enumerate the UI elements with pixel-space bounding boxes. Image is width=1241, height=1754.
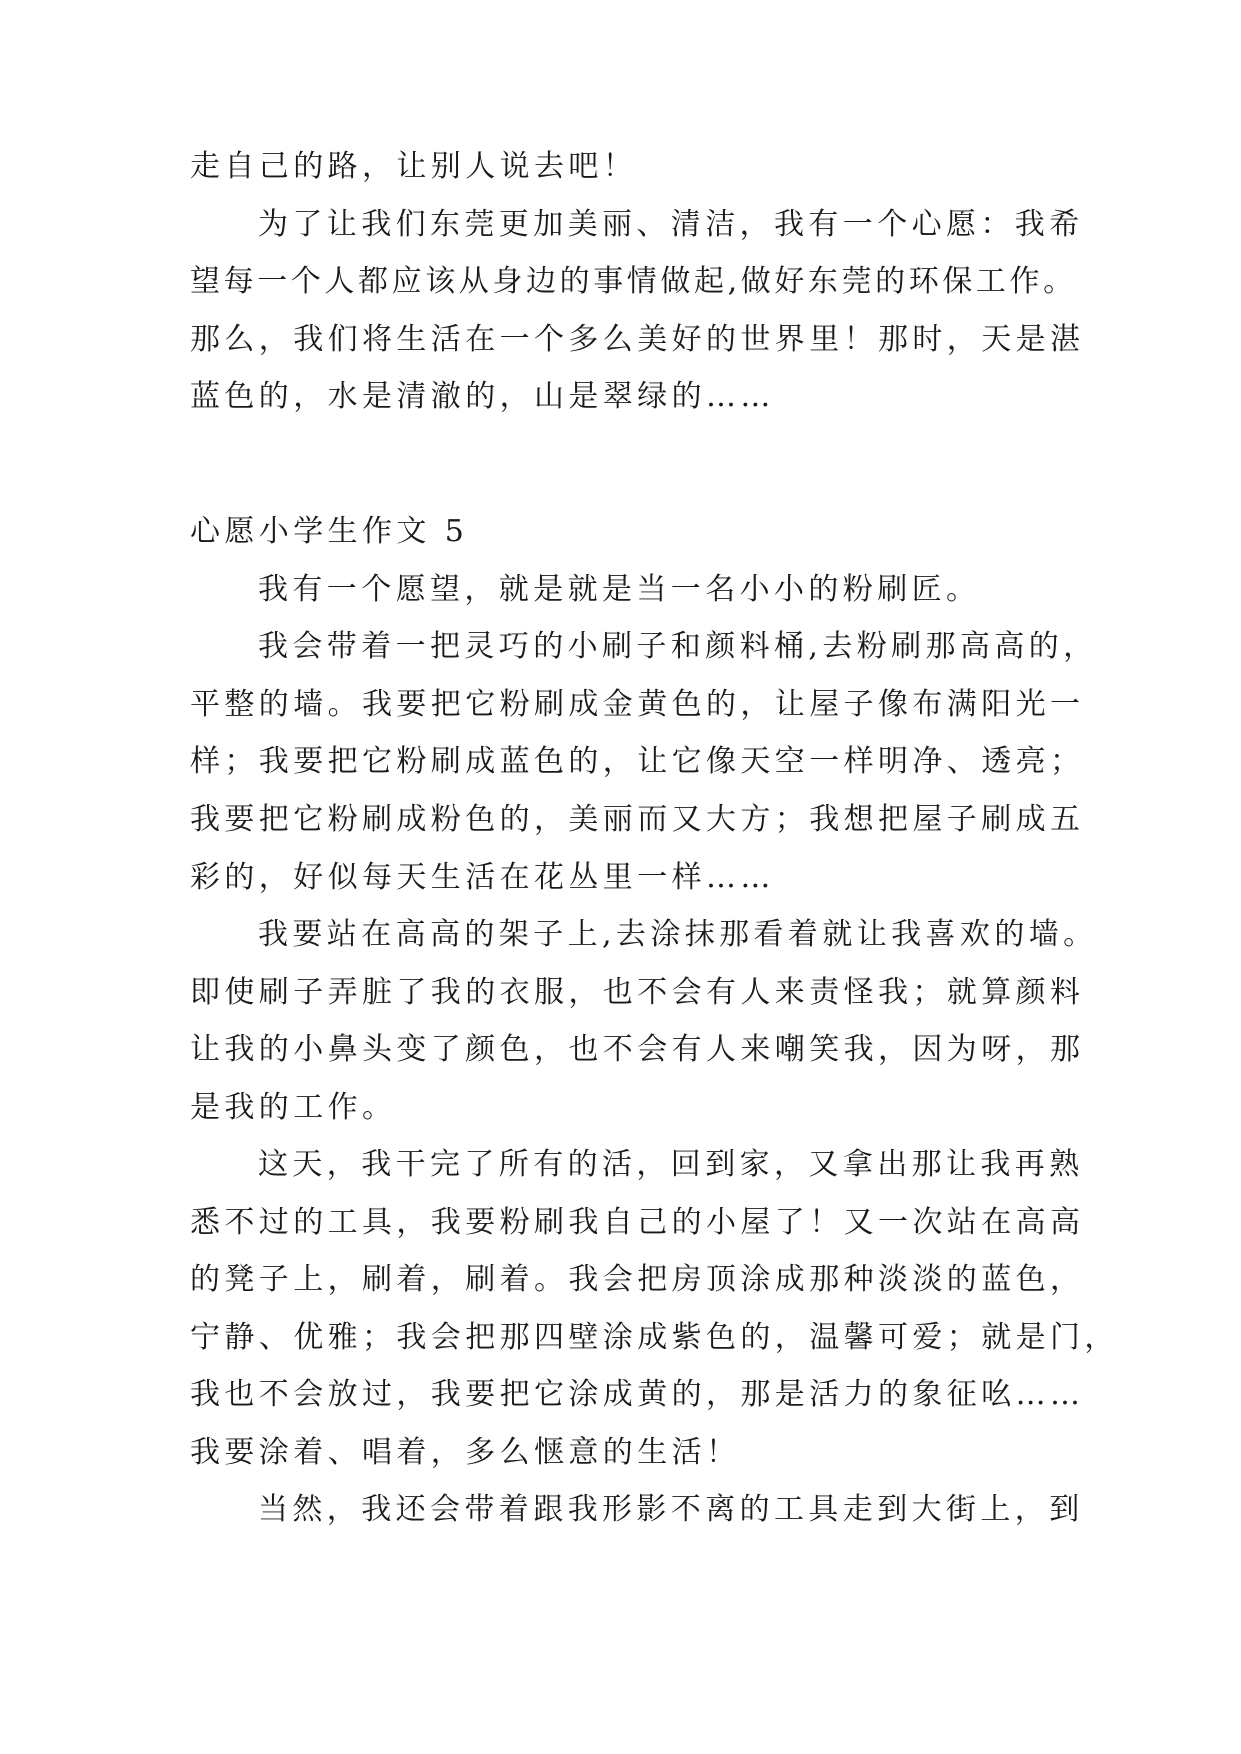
paragraph-line: 那么，我们将生活在一个多么美好的世界里！那时，天是湛 [190, 322, 1085, 357]
paragraph-line: 蓝色的，水是清澈的，山是翠绿的…… [190, 379, 775, 414]
section-heading: 心愿小学生作文 5 [190, 514, 469, 549]
paragraph-line: 宁静、优雅；我会把那四壁涂成紫色的，温馨可爱；就是门， [190, 1320, 1119, 1355]
paragraph-line: 我要站在高高的架子上,去涂抹那看着就让我喜欢的墙。 [258, 917, 1098, 952]
paragraph-line: 彩的，好似每天生活在花丛里一样…… [190, 860, 775, 895]
paragraph-line: 平整的墙。我要把它粉刷成金黄色的，让屋子像布满阳光一 [190, 687, 1085, 722]
paragraph-line: 是我的工作。 [190, 1090, 397, 1125]
paragraph-line: 我也不会放过，我要把它涂成黄的，那是活力的象征吆…… [190, 1377, 1085, 1412]
paragraph-line: 的凳子上，刷着，刷着。我会把房顶涂成那种淡淡的蓝色， [190, 1262, 1085, 1297]
paragraph-line: 我有一个愿望，就是就是当一名小小的粉刷匠。 [258, 572, 981, 607]
paragraph-line: 我要涂着、唱着，多么惬意的生活！ [190, 1435, 741, 1470]
paragraph-line: 样；我要把它粉刷成蓝色的，让它像天空一样明净、透亮； [190, 744, 1085, 779]
paragraph-line: 望每一个人都应该从身边的事情做起,做好东莞的环保工作。 [190, 264, 1077, 299]
paragraph-line: 这天，我干完了所有的活，回到家，又拿出那让我再熟 [258, 1147, 1084, 1182]
paragraph-line: 为了让我们东莞更加美丽、清洁，我有一个心愿：我希 [258, 207, 1084, 242]
paragraph-line: 悉不过的工具，我要粉刷我自己的小屋了！又一次站在高高 [190, 1205, 1085, 1240]
paragraph-line: 走自己的路，让别人说去吧！ [190, 149, 638, 184]
paragraph-line: 当然，我还会带着跟我形影不离的工具走到大街上，到 [258, 1492, 1084, 1527]
paragraph-line: 我要把它粉刷成粉色的，美丽而又大方；我想把屋子刷成五 [190, 802, 1085, 837]
paragraph-line: 让我的小鼻头变了颜色，也不会有人来嘲笑我，因为呀，那 [190, 1032, 1085, 1067]
paragraph-line: 即使刷子弄脏了我的衣服，也不会有人来责怪我；就算颜料 [190, 975, 1085, 1010]
paragraph-line: 我会带着一把灵巧的小刷子和颜料桶,去粉刷那高高的， [258, 629, 1098, 664]
